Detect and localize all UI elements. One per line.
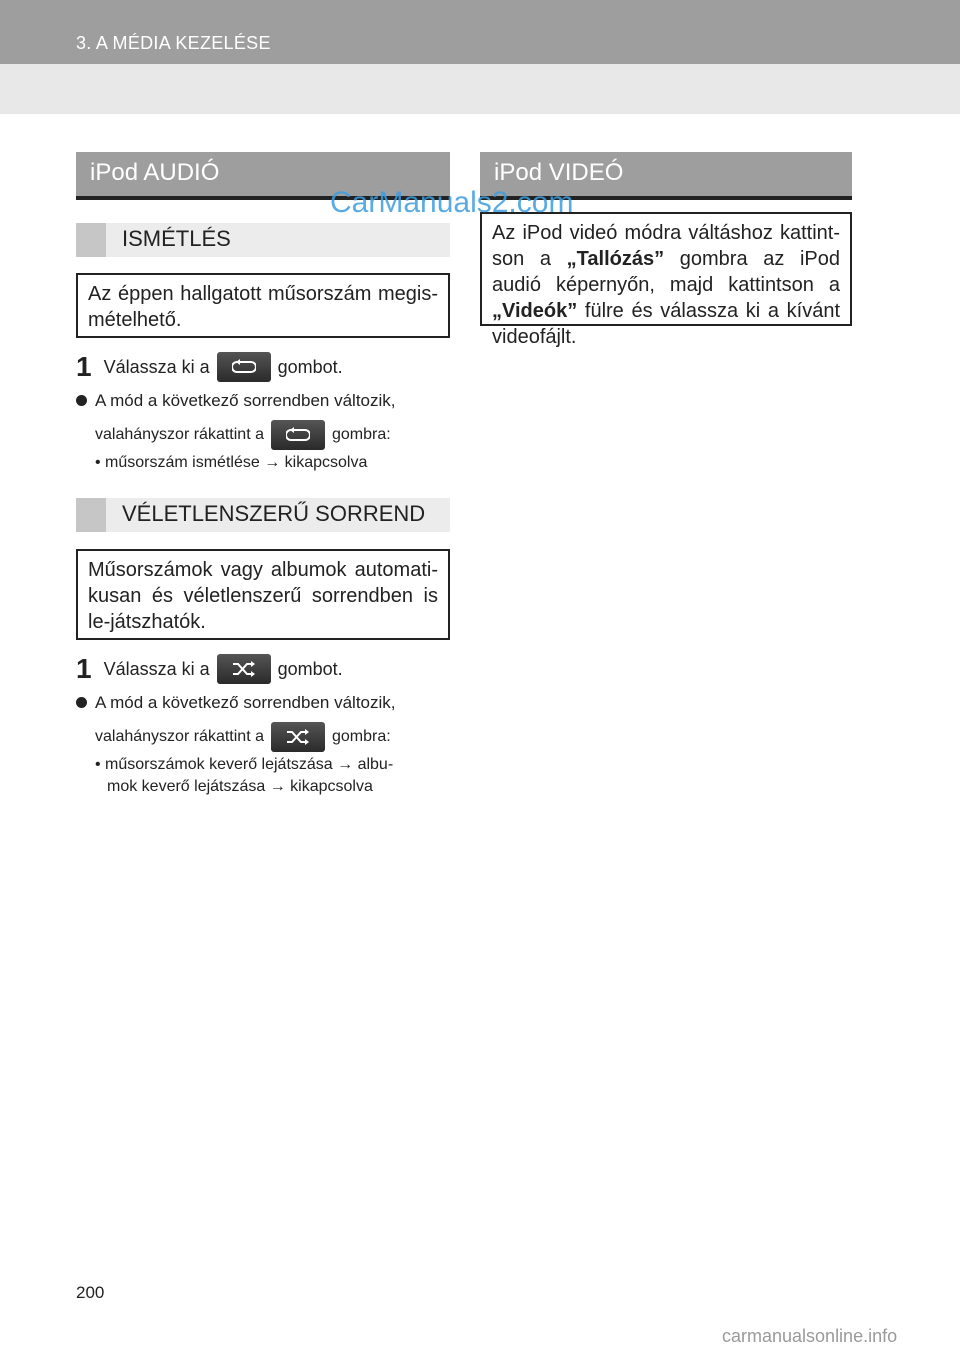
watermark-text: CarManuals2.com: [330, 186, 574, 219]
info-tab-videos: „Videók”: [492, 300, 578, 322]
info-text-part2: gombra az iPod audió képernyőn, majd kattintson a: [492, 248, 841, 296]
chapter-title: 3. A MÉDIA KEZELÉSE: [76, 33, 271, 53]
bullet-line2-before: valahányszor rákattint a: [95, 728, 264, 745]
info-box-shuffle: [76, 549, 450, 640]
info-text: Műsorszámok vagy albumok automati-kusan és véletlenszerű sorrendben is le-játszhatók.: [88, 559, 438, 633]
shuffle-button-image: [217, 654, 271, 684]
shuffle-button-image: [271, 722, 325, 752]
sub-bullet-text: műsorszám ismétlése → kikapcsolva: [105, 454, 368, 471]
bullet-line2-after: gombra:: [331, 728, 391, 745]
step-number: 1: [76, 351, 92, 382]
shuffle-icon: [232, 661, 256, 677]
step-text-before: Válassza ki a: [103, 356, 210, 377]
page-header: [0, 0, 960, 64]
sub-bullet-shuffle: • műsorszámok keverő lejátszása → albu- mok keverő lejátszása → kikapcsolva: [95, 756, 394, 795]
step-number: 1: [76, 653, 92, 684]
subsection-title: ISMÉTLÉS: [122, 226, 231, 251]
footer-watermark: carmanualsonline.info: [722, 1326, 898, 1346]
bullet-repeat: [76, 386, 450, 450]
subsection-marker: [76, 223, 106, 257]
bullet-line1: A mód a következő sorrendben változik,: [95, 391, 396, 410]
step-text-after: gombot.: [277, 658, 343, 679]
repeat-icon: [232, 359, 256, 375]
info-text-part1: Az iPod videó módra váltáshoz kattint-son a: [492, 222, 840, 270]
step-repeat: [76, 352, 343, 382]
section-title: iPod VIDEÓ: [494, 159, 624, 186]
bullet-dot: [76, 697, 87, 708]
repeat-button-image: [271, 420, 325, 450]
subsection-marker: [76, 498, 106, 532]
repeat-icon: [286, 427, 310, 443]
subsection-header-repeat: [76, 223, 450, 257]
sub-bullet-repeat: • műsorszám ismétlése → kikapcsolva: [95, 454, 368, 471]
page-number: 200: [76, 1283, 105, 1302]
repeat-button-image: [217, 352, 271, 382]
step-shuffle: [76, 654, 343, 684]
bullet-line2-after: gombra:: [331, 426, 391, 443]
header-band: [0, 64, 960, 114]
subsection-title: VÉLETLENSZERŰ SORREND: [122, 501, 426, 526]
shuffle-icon: [286, 729, 310, 745]
sub-bullet-text-line2: mok keverő lejátszása → kikapcsolva: [107, 778, 373, 795]
bullet-dot: [76, 395, 87, 406]
info-button-browse: „Tallózás”: [566, 248, 665, 270]
step-text-after: gombot.: [277, 356, 343, 377]
subsection-header-shuffle: [76, 498, 450, 532]
sub-bullet-text-line1: műsorszámok keverő lejátszása → albu-: [105, 756, 394, 773]
bullet-line1: A mód a következő sorrendben változik,: [95, 693, 396, 712]
info-text-part3: fülre és válassza ki a kívánt videofájlt.: [492, 300, 840, 348]
info-text: Az éppen hallgatott műsorszám megis-mételhető.: [88, 283, 438, 331]
bullet-shuffle: [76, 688, 450, 752]
info-box-repeat: [76, 273, 450, 338]
bullet-line2-before: valahányszor rákattint a: [95, 426, 264, 443]
section-title: iPod AUDIÓ: [90, 159, 220, 186]
info-box-video: [480, 212, 852, 348]
step-text-before: Válassza ki a: [103, 658, 210, 679]
